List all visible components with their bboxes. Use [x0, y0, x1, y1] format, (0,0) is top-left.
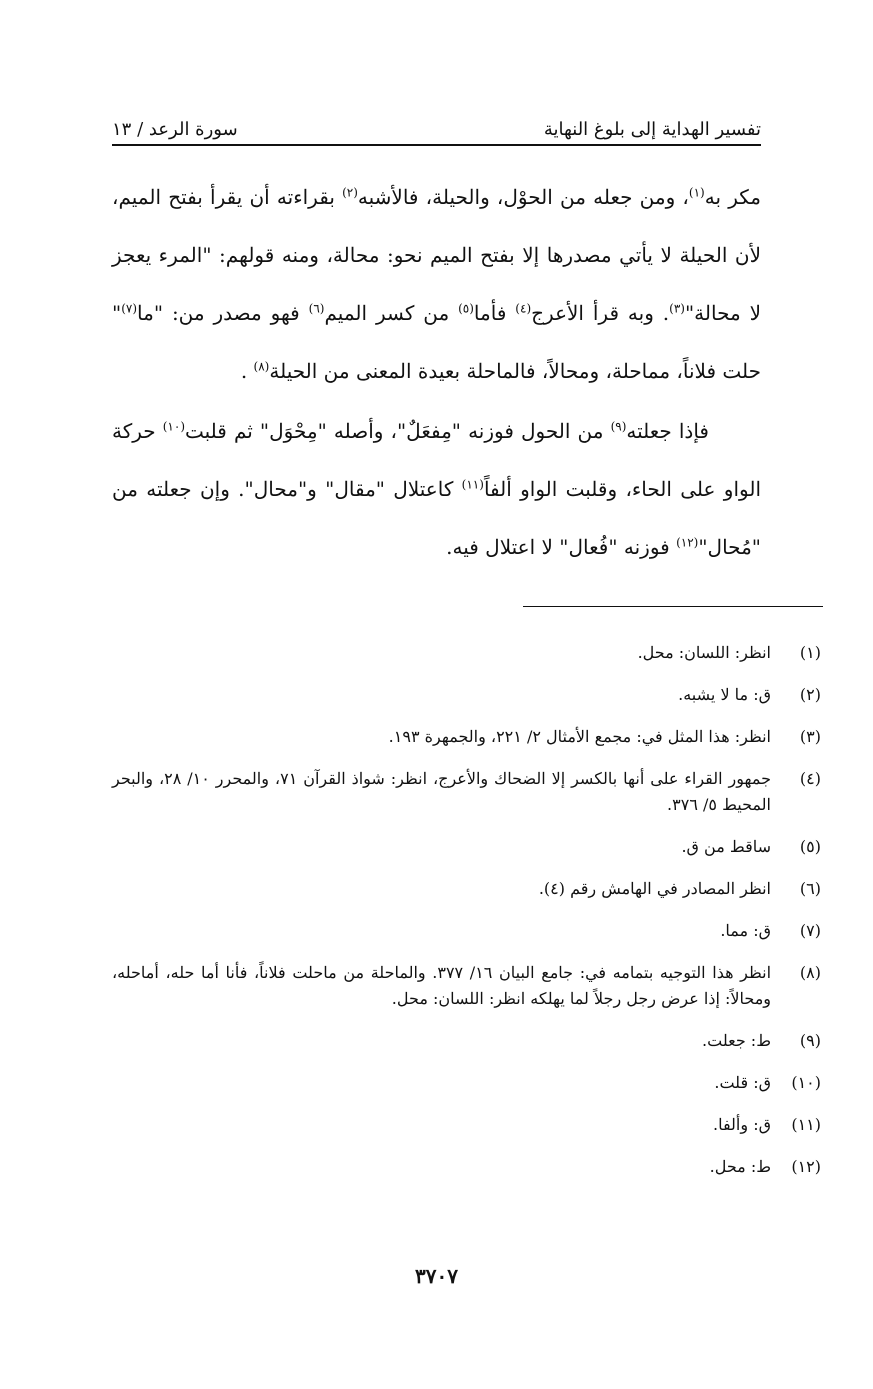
footnote-ref[interactable]: (٩) — [610, 419, 627, 434]
footnote-text: ق: ما لا يشبه. — [678, 685, 771, 704]
footnote-text: ط: جعلت. — [702, 1031, 771, 1050]
text-segment: حركة الواو على الحاء، وقلبت الواو ألفاً — [112, 419, 761, 501]
text-segment: من كسر الميم — [324, 301, 459, 325]
running-header — [112, 108, 761, 142]
footnote-text: جمهور القراء على أنها بالكسر إلا الضحاك والأعرج، انظر: شواذ القرآن ٧١، والمحرر ١٠/ ٢٨، والبحر المحيط ٥/ ٣٧٦. — [112, 769, 772, 814]
footnote-ref[interactable]: (٨) — [253, 359, 270, 374]
footnote-number: (٩) — [799, 1031, 821, 1050]
footnote-item — [112, 876, 821, 902]
footnote-ref[interactable]: (١١) — [461, 477, 484, 492]
text-segment: فهو مصدر من: "ما — [137, 301, 309, 325]
footnote-text: ق: قلت. — [714, 1073, 771, 1092]
footnote-number: (٨) — [799, 963, 821, 982]
footnote-text: ساقط من ق. — [681, 837, 771, 856]
footnote-item — [112, 918, 821, 944]
footnote-number: (٧) — [799, 921, 821, 940]
footnote-item — [112, 1028, 821, 1054]
footnote-number: (٥) — [799, 837, 821, 856]
footnote-ref[interactable]: (١٠) — [162, 419, 185, 434]
footnote-item — [112, 1070, 821, 1096]
surah-reference: سورة الرعد / ١٣ — [112, 119, 238, 140]
footnote-ref[interactable]: (٥) — [458, 301, 474, 316]
footnote-divider — [523, 606, 823, 607]
footnote-item — [112, 960, 821, 1012]
footnote-number: (١١) — [791, 1115, 821, 1134]
text-segment: بقراءته أن يقرأ بفتح الميم، لأن الحيلة لا يأتي مصدرها إلا بفتح الميم نحو: محالة، ومنه قولهم: "المرء يعجز لا محالة" — [112, 185, 762, 325]
footnote-text: ق: وألفا. — [713, 1115, 771, 1134]
footnote-text: انظر: هذا المثل في: مجمع الأمثال ٢/ ٢٢١، والجمهرة ١٩٣. — [388, 727, 771, 746]
footnote-number: (٦) — [799, 879, 821, 898]
footnote-number: (١٠) — [791, 1073, 821, 1092]
footnote-item — [112, 724, 821, 750]
header-divider — [112, 144, 761, 146]
footnotes — [112, 640, 821, 1196]
text-segment: فإذا جعلته — [626, 419, 709, 443]
footnote-ref[interactable]: (٤) — [515, 301, 532, 316]
footnote-number: (٢) — [799, 685, 821, 704]
footnote-ref[interactable]: (١٢) — [676, 535, 699, 550]
text-segment: كاعتلال "مقال" و"محال". وإن جعلته من "مُحال" — [112, 477, 761, 559]
footnote-item — [112, 834, 821, 860]
text-segment: . — [240, 359, 254, 383]
main-text — [112, 168, 761, 576]
paragraph-1 — [112, 168, 761, 400]
footnote-text: ط: محل. — [709, 1157, 771, 1176]
footnote-item — [112, 1112, 821, 1138]
footnote-item — [112, 1154, 821, 1180]
paragraph-2 — [112, 402, 761, 576]
footnote-number: (٤) — [799, 769, 821, 788]
text-segment: . وبه قرأ الأعرج — [531, 301, 670, 325]
footnote-item — [112, 682, 821, 708]
footnote-text: انظر: اللسان: محل. — [637, 643, 771, 662]
footnote-text: انظر المصادر في الهامش رقم (٤). — [538, 879, 771, 898]
page-number: ٣٧٠٧ — [415, 1264, 458, 1288]
book-title: تفسير الهداية إلى بلوغ النهاية — [543, 119, 761, 140]
footnote-ref[interactable]: (١) — [688, 185, 705, 200]
footnote-ref[interactable]: (٣) — [669, 301, 685, 316]
text-segment: فأما — [473, 301, 516, 325]
footnote-text: ق: مما. — [720, 921, 771, 940]
text-segment: " حلت فلاناً، مماحلة، ومحالاً، فالماحلة بعيدة المعنى من الحيلة — [112, 301, 761, 383]
footnote-text: انظر هذا التوجيه بتمامه في: جامع البيان ١٦/ ٣٧٧. والماحلة من ماحلت فلاناً، فأنا أما حله، أماحله، ومحالاً: إذا عرض رجل رجلاً لما يهلكه انظر: اللسان: محل. — [112, 963, 772, 1008]
footnote-item — [112, 766, 821, 818]
footnote-number: (٣) — [799, 727, 821, 746]
text-segment: ، ومن جعله من الحوْل، والحيلة، فالأشبه — [357, 185, 689, 209]
footnote-item — [112, 640, 821, 666]
footnote-ref[interactable]: (٢) — [342, 185, 358, 200]
text-segment: من الحول فوزنه "مِفعَلٌ"، وأصله "مِحْوَل" ثم قلبت — [185, 419, 611, 443]
footnote-number: (١) — [799, 643, 821, 662]
text-segment: مكر به — [704, 185, 761, 209]
text-segment: فوزنه "فُعال" لا اعتلال فيه. — [446, 535, 677, 559]
footnote-number: (١٢) — [791, 1157, 821, 1176]
footnote-ref[interactable]: (٧) — [121, 301, 138, 316]
footnote-ref[interactable]: (٦) — [308, 301, 325, 316]
